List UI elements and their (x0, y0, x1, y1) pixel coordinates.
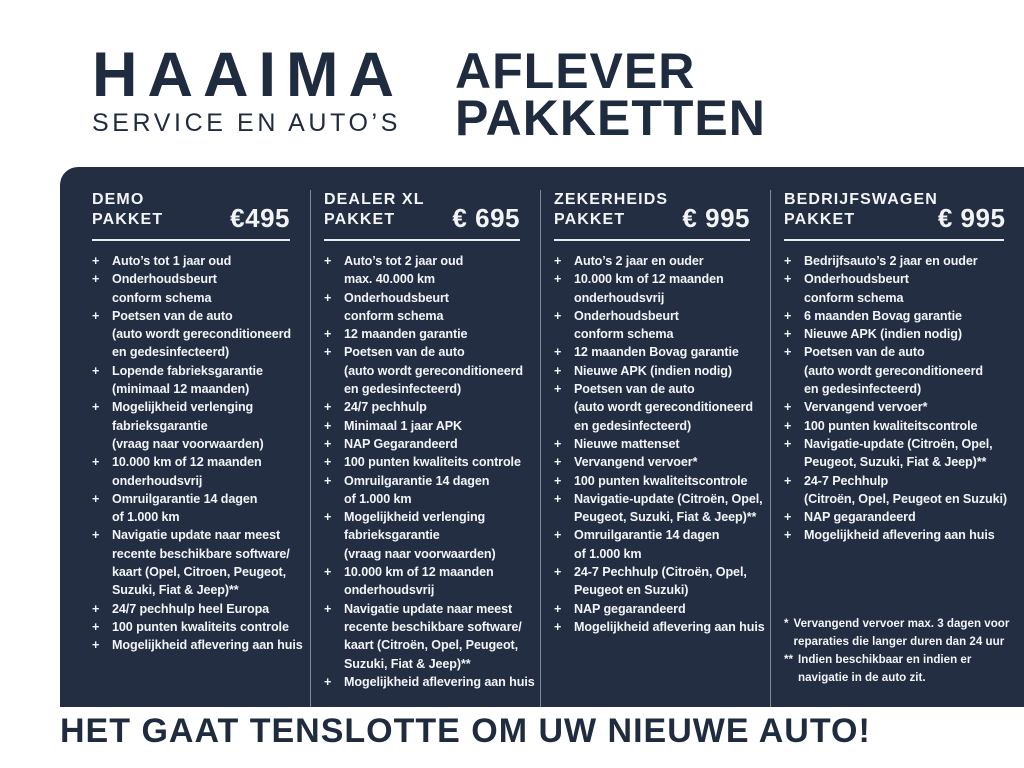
plus-icon: + (554, 455, 562, 470)
footnote-marker: ** (784, 652, 794, 666)
package-price: €495 (230, 203, 290, 233)
feature-text: Onderhoudsbeurt conform schema (112, 272, 217, 305)
feature-item (554, 526, 768, 563)
feature-text: 10.000 km of 12 maanden onderhoudsvrij (112, 455, 262, 488)
plus-icon: + (92, 528, 100, 543)
package-divider (92, 239, 290, 241)
package-column (770, 190, 1024, 707)
package-title-line: DEMO (92, 191, 145, 208)
page-title-line-2: PAKKETTEN (455, 90, 766, 146)
plus-icon: + (784, 254, 792, 268)
feature-item (92, 636, 308, 654)
feature-text: Mogelijkheid aflevering aan huis (804, 528, 995, 543)
plus-icon: + (92, 254, 100, 268)
package-title-line: PAKKET (324, 211, 396, 228)
packages-grid (60, 167, 1024, 707)
feature-text: 6 maanden Bovag garantie (804, 308, 962, 323)
plus-icon: + (784, 345, 792, 360)
package-header (784, 190, 1022, 233)
plus-icon: + (92, 491, 100, 506)
feature-item (92, 307, 308, 362)
feature-item (324, 508, 538, 563)
page-title (455, 43, 766, 146)
feature-item (554, 343, 768, 361)
plus-icon: + (92, 308, 100, 323)
package-title (92, 190, 163, 230)
plus-icon: + (324, 473, 332, 488)
plus-icon: + (324, 345, 332, 360)
brand-logo (92, 40, 404, 138)
plus-icon: + (554, 528, 562, 543)
plus-icon: + (784, 436, 792, 451)
feature-text: Lopende fabrieksgarantie (minimaal 12 maanden) (112, 363, 263, 397)
plus-icon: + (554, 601, 562, 616)
feature-text: Mogelijkheid verlenging fabrieksgarantie (vraag naar voorwaarden) (344, 510, 496, 561)
feature-text: Navigatie update naar meest recente beschikbare software/ kaart (Citroën, Opel, Peugeot, Suzuki, Fiat & Jeep)** (344, 601, 522, 671)
feature-item (92, 270, 308, 307)
feature-text: Vervangend vervoer* (804, 400, 928, 415)
feature-item (554, 490, 768, 527)
plus-icon: + (554, 436, 562, 451)
feature-item (554, 270, 768, 307)
feature-item (784, 526, 1022, 544)
package-title-line: PAKKET (784, 211, 856, 228)
plus-icon: + (324, 674, 332, 689)
feature-text: Omruilgarantie 14 dagen of 1.000 km (112, 491, 258, 525)
plus-icon: + (784, 327, 792, 342)
plus-icon: + (554, 491, 562, 506)
package-column (60, 190, 310, 707)
feature-text: Onderhoudsbeurt conform schema (344, 290, 449, 323)
plus-icon: + (554, 473, 562, 488)
plus-icon: + (324, 565, 332, 580)
brand-name: HAAIMA (92, 40, 404, 110)
feature-text: 24/7 pechhulp heel Europa (112, 601, 270, 616)
plus-icon: + (92, 400, 100, 415)
plus-icon: + (92, 638, 100, 653)
feature-text: NAP Gegarandeerd (344, 436, 458, 451)
feature-item (324, 453, 538, 471)
feature-text: Auto’s tot 1 jaar oud (112, 254, 232, 268)
feature-item (324, 343, 538, 398)
feature-text: Poetsen van de auto (auto wordt gereconditioneerd en gedesinfecteerd) (112, 308, 292, 360)
page-title-line-1: AFLEVER (455, 43, 696, 99)
plus-icon: + (92, 363, 100, 378)
feature-item (784, 435, 1022, 472)
feature-item (92, 526, 308, 599)
plus-icon: + (784, 418, 792, 433)
feature-item (784, 252, 1022, 270)
feature-item (784, 398, 1022, 416)
feature-item (324, 325, 538, 343)
feature-text: 12 maanden garantie (344, 327, 468, 342)
feature-text: Onderhoudsbeurt conform schema (804, 272, 909, 305)
plus-icon: + (554, 382, 562, 397)
plus-icon: + (324, 455, 332, 470)
feature-text: 24/7 pechhulp (344, 400, 427, 415)
footnote-marker: * (784, 616, 789, 630)
plus-icon: + (554, 254, 562, 268)
plus-icon: + (554, 308, 562, 323)
plus-icon: + (784, 272, 792, 287)
plus-icon: + (92, 272, 100, 287)
feature-item (324, 600, 538, 673)
feature-text: Omruilgarantie 14 dagen of 1.000 km (344, 473, 490, 506)
plus-icon: + (324, 254, 332, 268)
feature-text: Omruilgarantie 14 dagen of 1.000 km (574, 528, 720, 561)
feature-item (324, 289, 538, 326)
feature-text: Bedrijfsauto’s 2 jaar en ouder (804, 254, 978, 268)
plus-icon: + (554, 565, 562, 580)
feature-text: 10.000 km of 12 maanden onderhoudsvrij (344, 565, 494, 598)
feature-text: 100 punten kwaliteitscontrole (804, 418, 978, 433)
feature-item (784, 343, 1022, 398)
footnotes (784, 615, 1022, 687)
feature-item (554, 600, 768, 618)
feature-text: 10.000 km of 12 maanden onderhoudsvrij (574, 272, 724, 305)
footnote (784, 615, 1022, 651)
feature-item (92, 618, 308, 636)
plus-icon: + (324, 400, 332, 415)
package-column (540, 190, 770, 707)
package-price: € 695 (452, 203, 520, 233)
plus-icon: + (784, 400, 792, 415)
feature-item (92, 490, 308, 527)
plus-icon: + (554, 272, 562, 287)
feature-item (784, 325, 1022, 343)
plus-icon: + (554, 345, 562, 360)
plus-icon: + (324, 418, 332, 433)
feature-item (324, 563, 538, 600)
feature-text: Poetsen van de auto (auto wordt gereconditioneerd en gedesinfecteerd) (574, 382, 754, 433)
feature-text: Poetsen van de auto (auto wordt gereconditioneerd en gedesinfecteerd) (804, 345, 984, 397)
feature-item (784, 307, 1022, 325)
plus-icon: + (554, 363, 562, 378)
feature-item (554, 563, 768, 600)
feature-text: 100 punten kwaliteitscontrole (574, 473, 748, 488)
feature-text: Nieuwe mattenset (574, 436, 680, 451)
package-title (554, 190, 668, 230)
package-divider (324, 239, 520, 241)
footnote (784, 651, 1022, 687)
feature-text: Mogelijkheid verlenging fabrieksgarantie (vraag naar voorwaarden) (112, 400, 264, 451)
plus-icon: + (784, 528, 792, 543)
footnote-text: Vervangend vervoer max. 3 dagen voor reparaties die langer duren dan 24 uur (793, 616, 1010, 648)
packages-panel (60, 167, 1024, 707)
plus-icon: + (92, 455, 100, 470)
package-title-line: PAKKET (92, 211, 164, 228)
plus-icon: + (324, 327, 332, 342)
feature-text: Nieuwe APK (indien nodig) (574, 363, 732, 378)
package-price: € 995 (937, 203, 1006, 233)
plus-icon: + (324, 436, 332, 451)
feature-item (324, 435, 538, 453)
plus-icon: + (554, 619, 562, 634)
feature-text: Nieuwe APK (indien nodig) (804, 327, 962, 342)
package-header (554, 190, 768, 233)
feature-text: Navigatie update naar meest recente beschikbare software/ kaart (Opel, Citroen, Peugeot, Suzuki, Fiat & Jeep)** (112, 528, 290, 598)
plus-icon: + (324, 510, 332, 525)
plus-icon: + (784, 308, 792, 323)
plus-icon: + (324, 290, 332, 305)
feature-text: Vervangend vervoer* (574, 455, 698, 470)
package-divider (784, 239, 1004, 241)
feature-item (324, 472, 538, 509)
feature-list (784, 252, 1022, 545)
package-header (324, 190, 538, 233)
feature-text: 100 punten kwaliteits controle (344, 455, 521, 470)
feature-item (324, 252, 538, 289)
feature-item (324, 417, 538, 435)
package-column (310, 190, 540, 707)
feature-text: Mogelijkheid aflevering aan huis (344, 674, 535, 689)
package-title-line: DEALER XL (324, 191, 425, 208)
feature-item (554, 453, 768, 471)
package-title (324, 190, 425, 230)
package-title (784, 190, 938, 230)
feature-text: Poetsen van de auto (auto wordt gereconditioneerd en gedesinfecteerd) (344, 345, 524, 397)
plus-icon: + (92, 601, 100, 616)
feature-text: 24-7 Pechhulp (Citroën, Opel, Peugeot en Suzuki) (574, 565, 747, 598)
feature-text: Navigatie-update (Citroën, Opel, Peugeot, Suzuki, Fiat & Jeep)** (574, 491, 763, 525)
feature-item (554, 307, 768, 344)
plus-icon: + (784, 510, 792, 525)
feature-item (92, 252, 308, 270)
feature-item (92, 453, 308, 490)
plus-icon: + (784, 473, 792, 488)
feature-item (554, 252, 768, 270)
feature-text: Onderhoudsbeurt conform schema (574, 308, 679, 342)
package-title-line: ZEKERHEIDS (554, 191, 669, 208)
feature-item (784, 508, 1022, 526)
feature-text: Auto’s tot 2 jaar oud max. 40.000 km (344, 254, 464, 287)
feature-item (92, 398, 308, 453)
feature-list (92, 252, 308, 655)
feature-item (554, 362, 768, 380)
feature-item (554, 435, 768, 453)
tagline: HET GAAT TENSLOTTE OM UW NIEUWE AUTO! (60, 712, 871, 750)
feature-text: Mogelijkheid aflevering aan huis (112, 638, 303, 653)
feature-text: Navigatie-update (Citroën, Opel, Peugeot, Suzuki, Fiat & Jeep)** (804, 436, 993, 470)
package-header (92, 190, 308, 233)
feature-text: Auto’s 2 jaar en ouder (574, 254, 704, 268)
plus-icon: + (92, 619, 100, 634)
feature-item (554, 618, 768, 636)
feature-item (784, 270, 1022, 307)
feature-item (324, 673, 538, 691)
package-title-line: BEDRIJFSWAGEN (784, 191, 938, 208)
feature-item (554, 472, 768, 490)
package-divider (554, 239, 750, 241)
feature-text: NAP gegarandeerd (804, 510, 916, 525)
package-title-line: PAKKET (554, 211, 626, 228)
feature-item (784, 472, 1022, 509)
plus-icon: + (324, 601, 332, 616)
feature-item (92, 362, 308, 399)
footnote-text: Indien beschikbaar en indien er navigatie in de auto zit. (798, 652, 972, 684)
feature-item (554, 380, 768, 435)
feature-item (92, 600, 308, 618)
feature-list (554, 252, 768, 636)
feature-list (324, 252, 538, 691)
feature-text: Minimaal 1 jaar APK (344, 418, 463, 433)
feature-item (324, 398, 538, 416)
feature-item (784, 417, 1022, 435)
feature-text: 100 punten kwaliteits controle (112, 619, 289, 634)
feature-text: Mogelijkheid aflevering aan huis (574, 619, 765, 634)
feature-text: NAP gegarandeerd (574, 601, 686, 616)
package-price: € 995 (682, 203, 750, 233)
feature-text: 12 maanden Bovag garantie (574, 345, 739, 360)
feature-text: 24-7 Pechhulp (Citroën, Opel, Peugeot en Suzuki) (804, 473, 1008, 506)
brand-subtitle: SERVICE EN AUTO’S (92, 109, 401, 137)
